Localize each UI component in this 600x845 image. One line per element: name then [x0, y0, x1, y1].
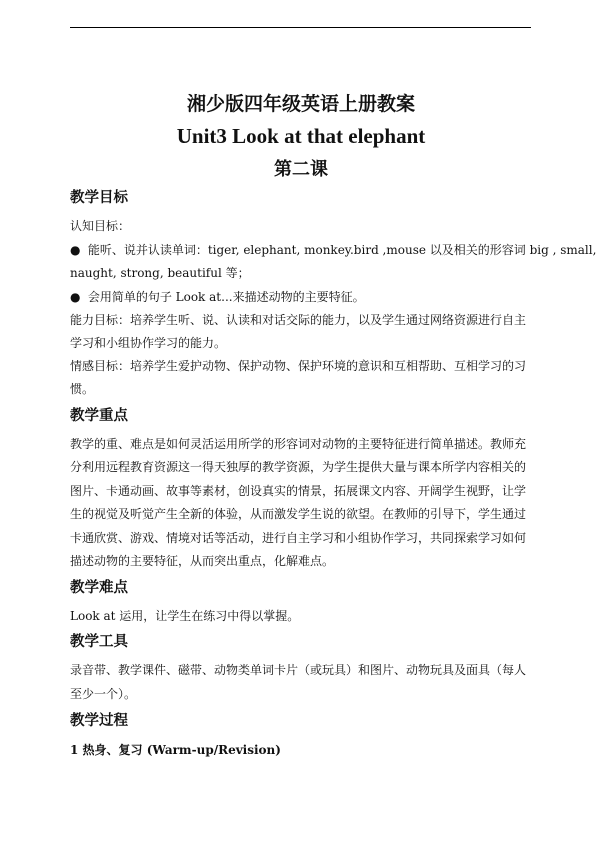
difficulties-text: Look at 运用，让学生在练习中得以掌握。 — [70, 609, 300, 623]
tools-line-2: 至少一个）。 — [70, 687, 137, 701]
objective-bullet-2 — [70, 289, 365, 305]
tools-heading: 教学工具 — [70, 633, 128, 650]
emotion-objective-line-2: 惯。 — [70, 382, 95, 396]
key-points-line: 分利用远程教育资源这一得天独厚的教学资源，为学生提供大量与课本所学内容相关的 — [70, 460, 527, 474]
objective-bullet-1 — [70, 242, 596, 258]
bullet-2-text: 会用简单的句子 Look at...来描述动物的主要特征。 — [87, 290, 365, 304]
objective-bullet-1-cont: naught, strong, beautiful 等； — [70, 266, 250, 280]
bullet-dot-icon: ● — [70, 243, 81, 257]
bullet-1-text: 能听、说并认读单词：tiger, elephant, monkey.bird ,mouse 以及相关的形容词 big , small, — [87, 243, 597, 257]
key-points-line: 生的视觉及听觉产生全新的体验，从而激发学生说的欲望。在教师的引导下，学生通过 — [70, 507, 527, 521]
difficulties-heading: 教学难点 — [70, 579, 128, 596]
key-points-line: 图片、卡通动画、故事等素材，创设真实的情景，拓展课文内容、开阔学生视野，让学 — [70, 484, 527, 498]
cognitive-label: 认知目标： — [70, 219, 131, 233]
ability-objective-line-2: 学习和小组协作学习的能力。 — [70, 336, 227, 350]
key-points-line: 教学的重、难点是如何灵活运用所学的形容词对动物的主要特征进行简单描述。教师充 — [70, 437, 527, 451]
unit-title: Unit3 Look at that elephant — [176, 124, 426, 148]
process-heading: 教学过程 — [70, 712, 128, 729]
lesson-title: 第二课 — [274, 159, 328, 180]
tools-line-1: 录音带、教学课件、磁带、动物类单词卡片（或玩具）和图片、动物玩具及面具（每人 — [70, 663, 527, 677]
key-points-line: 卡通欣赏、游戏、情境对话等活动，进行自主学习和小组协作学习，共同探索学习如何 — [70, 531, 527, 545]
document-title: 湘少版四年级英语上册教案 — [186, 93, 415, 115]
bullet-dot-icon: ● — [70, 290, 81, 304]
ability-objective-line-1: 能力目标：培养学生听、说、认读和对话交际的能力，以及学生通过网络资源进行自主 — [70, 313, 527, 327]
key-points-heading: 教学重点 — [70, 407, 128, 424]
process-step-1: 1 热身、复习 (Warm-up/Revision) — [70, 743, 281, 757]
header-rule — [70, 27, 531, 28]
key-points-line: 描述动物的主要特征，从而突出重点，化解难点。 — [70, 554, 335, 568]
objectives-heading: 教学目标 — [70, 189, 128, 206]
emotion-objective-line-1: 情感目标：培养学生爱护动物、保护动物、保护环境的意识和互相帮助、互相学习的习 — [70, 359, 527, 373]
